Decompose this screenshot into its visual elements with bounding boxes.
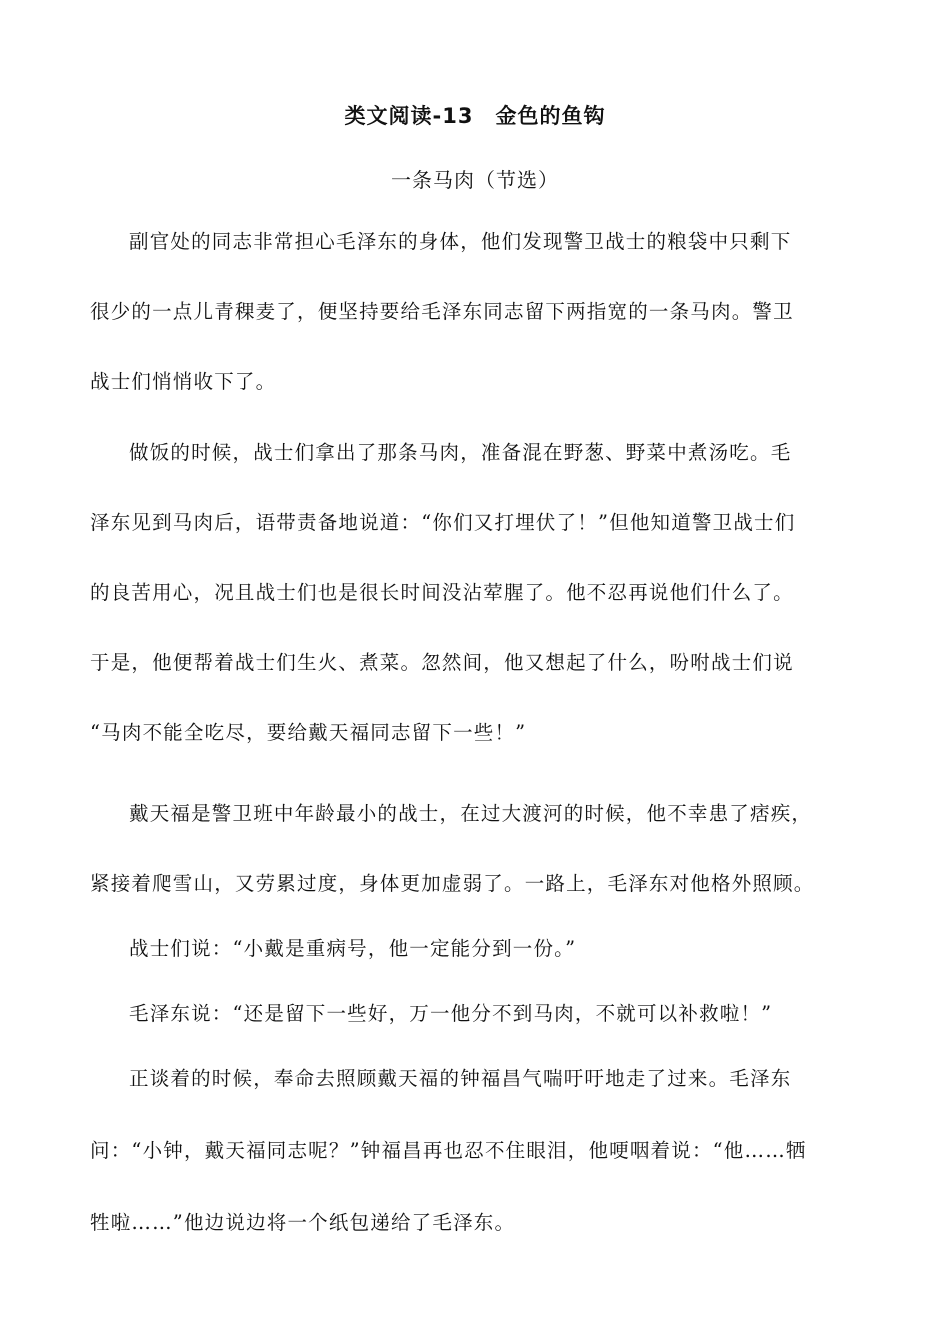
paragraph-3 bbox=[90, 779, 865, 919]
paragraph-line: 很少的一点儿青稞麦了，便坚持要给毛泽东同志留下两指宽的一条马肉。警卫 bbox=[90, 300, 794, 323]
paragraph-line: 副官处的同志非常担心毛泽东的身体，他们发现警卫战士的粮袋中只剩下 bbox=[129, 230, 792, 253]
paragraph-line: 戴天福是警卫班中年龄最小的战士，在过大渡河的时候，他不幸患了痞疾， bbox=[129, 802, 813, 825]
paragraph-6 bbox=[90, 1043, 865, 1259]
paragraph-line: 牲啦……”他边说边将一个纸包递给了毛泽东。 bbox=[90, 1211, 516, 1234]
paragraph-5 bbox=[90, 988, 865, 1040]
paragraph-line: 毛泽东说：“还是留下一些好，万一他分不到马肉，不就可以补救啦！” bbox=[129, 1002, 773, 1025]
paragraph-4 bbox=[90, 923, 865, 975]
paragraph-line: 问：“小钟，戴天福同志呢？”钟福昌再也忍不住眼泪，他哽咽着说：“他……牺 bbox=[90, 1139, 807, 1162]
paragraph-line: 做饭的时候，战士们拿出了那条马肉，准备混在野葱、野菜中煮汤吃。毛 bbox=[129, 441, 792, 464]
paragraph-line: “马肉不能全吃尽，要给戴天福同志留下一些！” bbox=[90, 721, 527, 744]
paragraph-line: 泽东见到马肉后，语带责备地说道：“你们又打埋伏了！”但他知道警卫战士们 bbox=[90, 511, 796, 534]
paragraph-2 bbox=[90, 418, 865, 768]
paragraph-1 bbox=[90, 207, 865, 417]
paragraph-line: 紧接着爬雪山，又劳累过度，身体更加虚弱了。一路上，毛泽东对他格外照顾。 bbox=[90, 872, 815, 895]
document-subtitle: 一条马肉（节选） bbox=[391, 168, 559, 192]
document-title: 类文阅读-13 金色的鱼钩 bbox=[344, 104, 606, 128]
paragraph-line: 的良苦用心，况且战士们也是很长时间没沾荤腥了。他不忍再说他们什么了。 bbox=[90, 581, 794, 604]
paragraph-line: 正谈着的时候，奉命去照顾戴天福的钟福昌气喘吁吁地走了过来。毛泽东 bbox=[129, 1067, 792, 1090]
paragraph-line: 战士们说：“小戴是重病号，他一定能分到一份。” bbox=[129, 937, 577, 960]
paragraph-line: 于是，他便帮着战士们生火、煮菜。忽然间，他又想起了什么，吩咐战士们说 bbox=[90, 651, 794, 674]
paragraph-line: 战士们悄悄收下了。 bbox=[90, 370, 277, 393]
